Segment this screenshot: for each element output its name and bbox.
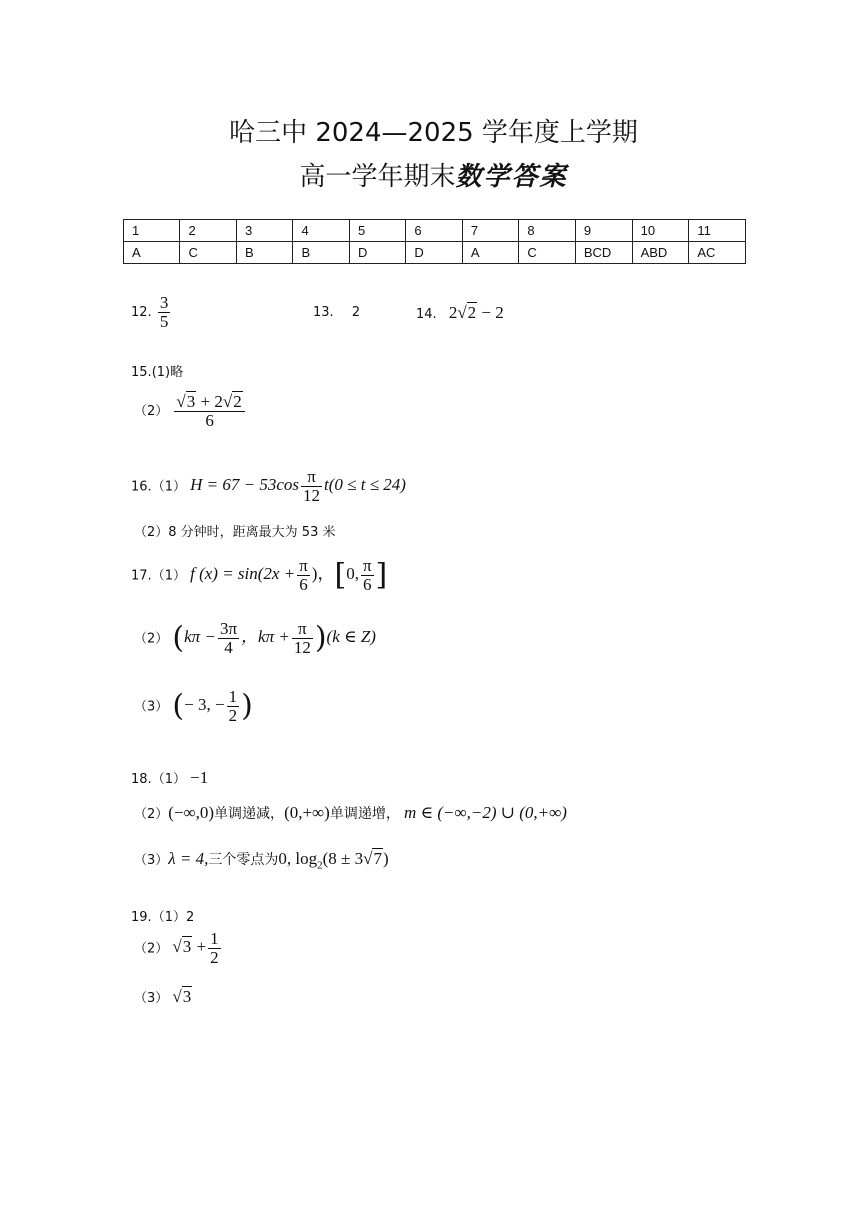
answer-cell: ABD: [632, 242, 689, 264]
q18-part2: （2）(−∞,0)单调递减，(0,+∞)单调递增， m ∈ (−∞,−2) ∪ (0,+∞): [134, 803, 567, 822]
question-number-cell: 4: [293, 220, 349, 242]
q14-label: 14.: [416, 307, 437, 322]
q17-part2: （2） (kπ − $\frac{3\pi}{4}$ ，kπ + $\frac{\pi}{12}$ )(k ∈ Z): [134, 619, 376, 657]
q15-part2: [134, 393, 247, 430]
document-title: 哈三中 2024—2025 学年度上学期: [229, 118, 638, 148]
answer-cell: C: [519, 242, 575, 264]
q12-den: 5: [159, 312, 169, 331]
q12-label: 12.: [131, 305, 152, 320]
q18-part1: 18.（1） −1: [131, 768, 209, 787]
q15-label: 15.: [131, 365, 152, 380]
q16-expr: H = 67 − 53cos $\frac{\pi}{12}$ t(0 ≤ t ≤ 24): [190, 467, 406, 505]
subtitle-plain: 高一学年期末: [299, 162, 456, 192]
question-number-cell: 11: [689, 220, 746, 242]
document-subtitle: [0, 156, 867, 193]
answer-cell: B: [293, 242, 349, 264]
answer-cell: AC: [689, 242, 746, 264]
q13: [313, 305, 360, 320]
q19-label: 19.: [131, 910, 152, 925]
answer-cell: D: [406, 242, 462, 264]
answer-cell: B: [236, 242, 292, 264]
q13-value: 2: [351, 305, 361, 320]
q16-part1: 16.（1） H = 67 − 53cos $\frac{\pi}{12}$ t(0 ≤ t ≤ 24): [131, 467, 406, 505]
q19-part2: （2） √3 + $\frac{1}{2}$: [134, 930, 223, 967]
question-number-cell: 10: [632, 220, 689, 242]
answer-cell: C: [180, 242, 236, 264]
q17-part3: （3） (− 3, − $\frac{1}{2}$ ): [134, 687, 253, 725]
answer-cell: A: [124, 242, 180, 264]
question-number-cell: 1: [124, 220, 180, 242]
q19-p3-expr: √3: [172, 987, 192, 1006]
q18-label: 18.: [131, 772, 152, 787]
q19-p2-expr: √3 + $\frac{1}{2}$: [172, 929, 219, 967]
q12-num: 3: [159, 293, 169, 312]
q17-p1-expr: f (x) = sin(2x + $\frac{\pi}{6}$ )，[0, $\frac{\pi}{6}$ ]: [190, 556, 388, 594]
question-number-cell: 5: [349, 220, 405, 242]
question-number-cell: 7: [462, 220, 518, 242]
q16-part2: （2）8 分钟时，距离最大为 53 米: [134, 525, 336, 540]
question-number-cell: 3: [236, 220, 292, 242]
q15-part1: [131, 361, 183, 380]
question-number-cell: 6: [406, 220, 462, 242]
q17-p3-expr: (− 3, − $\frac{1}{2}$ ): [172, 687, 253, 725]
q19-part1: 19.（1）2: [131, 910, 195, 925]
answer-cell: A: [462, 242, 518, 264]
q15-p2-label: （2）: [134, 404, 169, 419]
q16-label: 16.: [131, 479, 152, 495]
q18-p1-value: −1: [190, 768, 209, 787]
question-number-cell: 9: [575, 220, 632, 242]
q15-fraction: $\frac{√3 + 2√2}{6}$: [174, 393, 244, 430]
q13-label: 13.: [313, 305, 334, 320]
q18-p2-range: m ∈ (−∞,−2) ∪ (0,+∞): [403, 803, 567, 822]
answer-cell: BCD: [575, 242, 632, 264]
q15-p1: (1)略: [151, 365, 184, 380]
answer-table-answer-row: [124, 242, 746, 264]
answer-table-number-row: [124, 220, 746, 242]
subtitle-bold: 数学答案: [455, 162, 568, 192]
q17-label: 17.: [131, 568, 152, 584]
question-number-cell: 8: [519, 220, 575, 242]
q14-expr: 2√2 − 2: [448, 303, 504, 322]
question-number-cell: 2: [180, 220, 236, 242]
q19-part3: （3） √3: [134, 987, 192, 1006]
q17-p2-expr: (kπ − $\frac{3\pi}{4}$ ，kπ + $\frac{\pi}{12}$ )(k ∈ Z): [172, 619, 376, 657]
q12: [131, 294, 172, 331]
q14: [416, 303, 504, 323]
q17-part1: 17.（1） f (x) = sin(2x + $\frac{\pi}{6}$ )，[0, $\frac{\pi}{6}$ ]: [131, 556, 388, 594]
answer-table: [123, 219, 746, 264]
q12-fraction: [158, 294, 171, 331]
q18-part3: （3）λ = 4,三个零点为0, $\log_2(8 \pm 3√7)$: [134, 849, 389, 872]
answer-cell: D: [349, 242, 405, 264]
